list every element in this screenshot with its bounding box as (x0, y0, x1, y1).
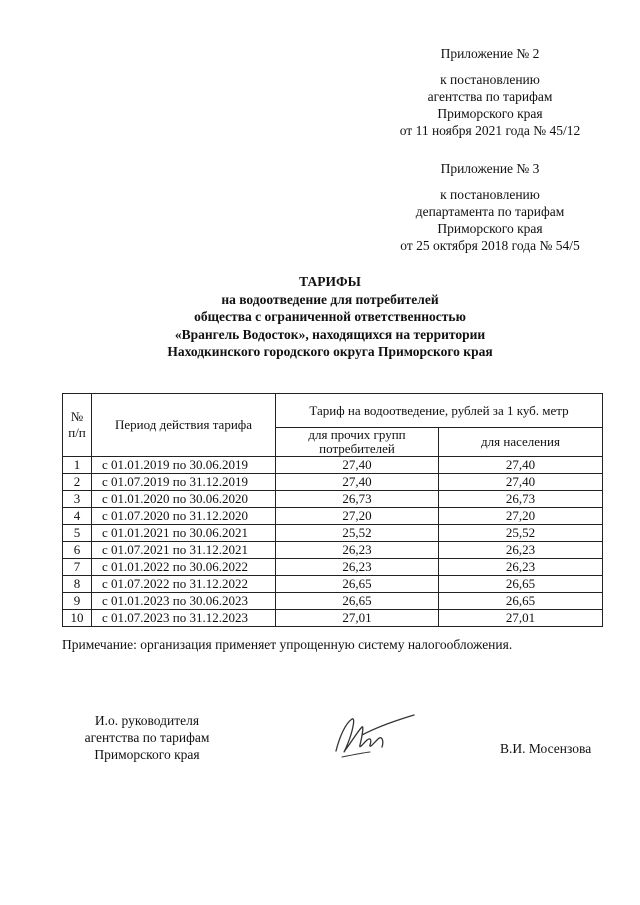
appendix-3-line: от 25 октября 2018 года № 54/5 (400, 238, 580, 253)
table-row (63, 508, 603, 525)
row-tariff-other: 26,65 (276, 576, 439, 593)
header-population: для населения (439, 428, 603, 457)
row-number: 2 (63, 474, 92, 491)
row-tariff-population: 26,73 (439, 491, 603, 508)
appendix-2-line: к постановлению (440, 72, 540, 87)
row-tariff-other: 26,73 (276, 491, 439, 508)
row-number: 10 (63, 610, 92, 627)
signatory-position (62, 712, 232, 763)
row-period: с 01.01.2023 по 30.06.2023 (92, 593, 276, 610)
table-row (63, 576, 603, 593)
row-tariff-population: 26,23 (439, 542, 603, 559)
table-row (63, 542, 603, 559)
title-line: общества с ограниченной ответственностью (194, 309, 466, 324)
row-tariff-population: 25,52 (439, 525, 603, 542)
row-number: 5 (63, 525, 92, 542)
header-number (63, 394, 92, 457)
row-tariff-population: 27,40 (439, 457, 603, 474)
appendix-2-heading: Приложение № 2 (440, 46, 540, 61)
appendix-2-line: от 11 ноября 2021 года № 45/12 (399, 123, 581, 138)
row-number: 7 (63, 559, 92, 576)
row-period: с 01.01.2021 по 30.06.2021 (92, 525, 276, 542)
row-tariff-other: 27,40 (276, 474, 439, 491)
table-row (63, 491, 603, 508)
header-period: Период действия тарифа (92, 394, 276, 457)
row-tariff-other: 26,23 (276, 559, 439, 576)
table-row (63, 525, 603, 542)
row-number: 3 (63, 491, 92, 508)
header-number-line2: п/п (68, 425, 86, 440)
row-tariff-other: 25,52 (276, 525, 439, 542)
appendix-3-block (380, 160, 600, 254)
appendix-3-line: Приморского края (437, 221, 543, 236)
row-tariff-other: 26,65 (276, 593, 439, 610)
signatory-name: В.И. Мосензова (500, 741, 592, 756)
row-tariff-population: 27,20 (439, 508, 603, 525)
table-row (63, 610, 603, 627)
row-period: с 01.01.2022 по 30.06.2022 (92, 559, 276, 576)
header-tariff: Тариф на водоотведение, рублей за 1 куб. метр (276, 394, 603, 428)
row-tariff-population: 26,23 (439, 559, 603, 576)
row-period: с 01.07.2023 по 31.12.2023 (92, 610, 276, 627)
row-period: с 01.01.2019 по 30.06.2019 (92, 457, 276, 474)
table-row (63, 474, 603, 491)
table-row (63, 559, 603, 576)
row-tariff-other: 27,20 (276, 508, 439, 525)
note-text: Примечание: организация применяет упрощенную систему налогообложения. (62, 637, 513, 652)
row-period: с 01.07.2022 по 31.12.2022 (92, 576, 276, 593)
header-number-line1: № (70, 409, 84, 424)
row-tariff-population: 26,65 (439, 593, 603, 610)
tariff-table (62, 393, 603, 627)
row-number: 9 (63, 593, 92, 610)
row-number: 4 (63, 508, 92, 525)
appendix-3-line: департамента по тарифам (415, 204, 565, 219)
table-row (63, 457, 603, 474)
title-line: «Врангель Водосток», находящихся на территории (174, 326, 486, 342)
row-tariff-population: 27,40 (439, 474, 603, 491)
title-line: Находкинского городского округа Приморского края (167, 344, 493, 359)
table-row (63, 593, 603, 610)
appendix-2-block (380, 45, 600, 139)
row-tariff-other: 26,23 (276, 542, 439, 559)
document-title (60, 273, 600, 361)
row-tariff-population: 26,65 (439, 576, 603, 593)
handwritten-signature (322, 705, 422, 765)
appendix-3-heading: Приложение № 3 (440, 161, 540, 176)
row-number: 6 (63, 542, 92, 559)
signatory-position-line: Приморского края (94, 747, 200, 762)
table-header-row (63, 394, 603, 428)
signatory-position-line: агентства по тарифам (84, 730, 210, 745)
row-period: с 01.07.2020 по 31.12.2020 (92, 508, 276, 525)
appendix-2-line: агентства по тарифам (427, 89, 553, 104)
title-line: ТАРИФЫ (299, 274, 361, 289)
title-line: на водоотведение для потребителей (221, 291, 439, 307)
row-period: с 01.01.2020 по 30.06.2020 (92, 491, 276, 508)
appendix-3-line: к постановлению (440, 187, 540, 202)
row-period: с 01.07.2019 по 31.12.2019 (92, 474, 276, 491)
row-number: 1 (63, 457, 92, 474)
row-tariff-other: 27,01 (276, 610, 439, 627)
row-tariff-population: 27,01 (439, 610, 603, 627)
signatory-position-line: И.о. руководителя (94, 713, 200, 728)
header-other-consumers: для прочих групп потребителей (276, 428, 439, 457)
appendix-2-line: Приморского края (437, 106, 543, 121)
row-tariff-other: 27,40 (276, 457, 439, 474)
row-number: 8 (63, 576, 92, 593)
row-period: с 01.07.2021 по 31.12.2021 (92, 542, 276, 559)
